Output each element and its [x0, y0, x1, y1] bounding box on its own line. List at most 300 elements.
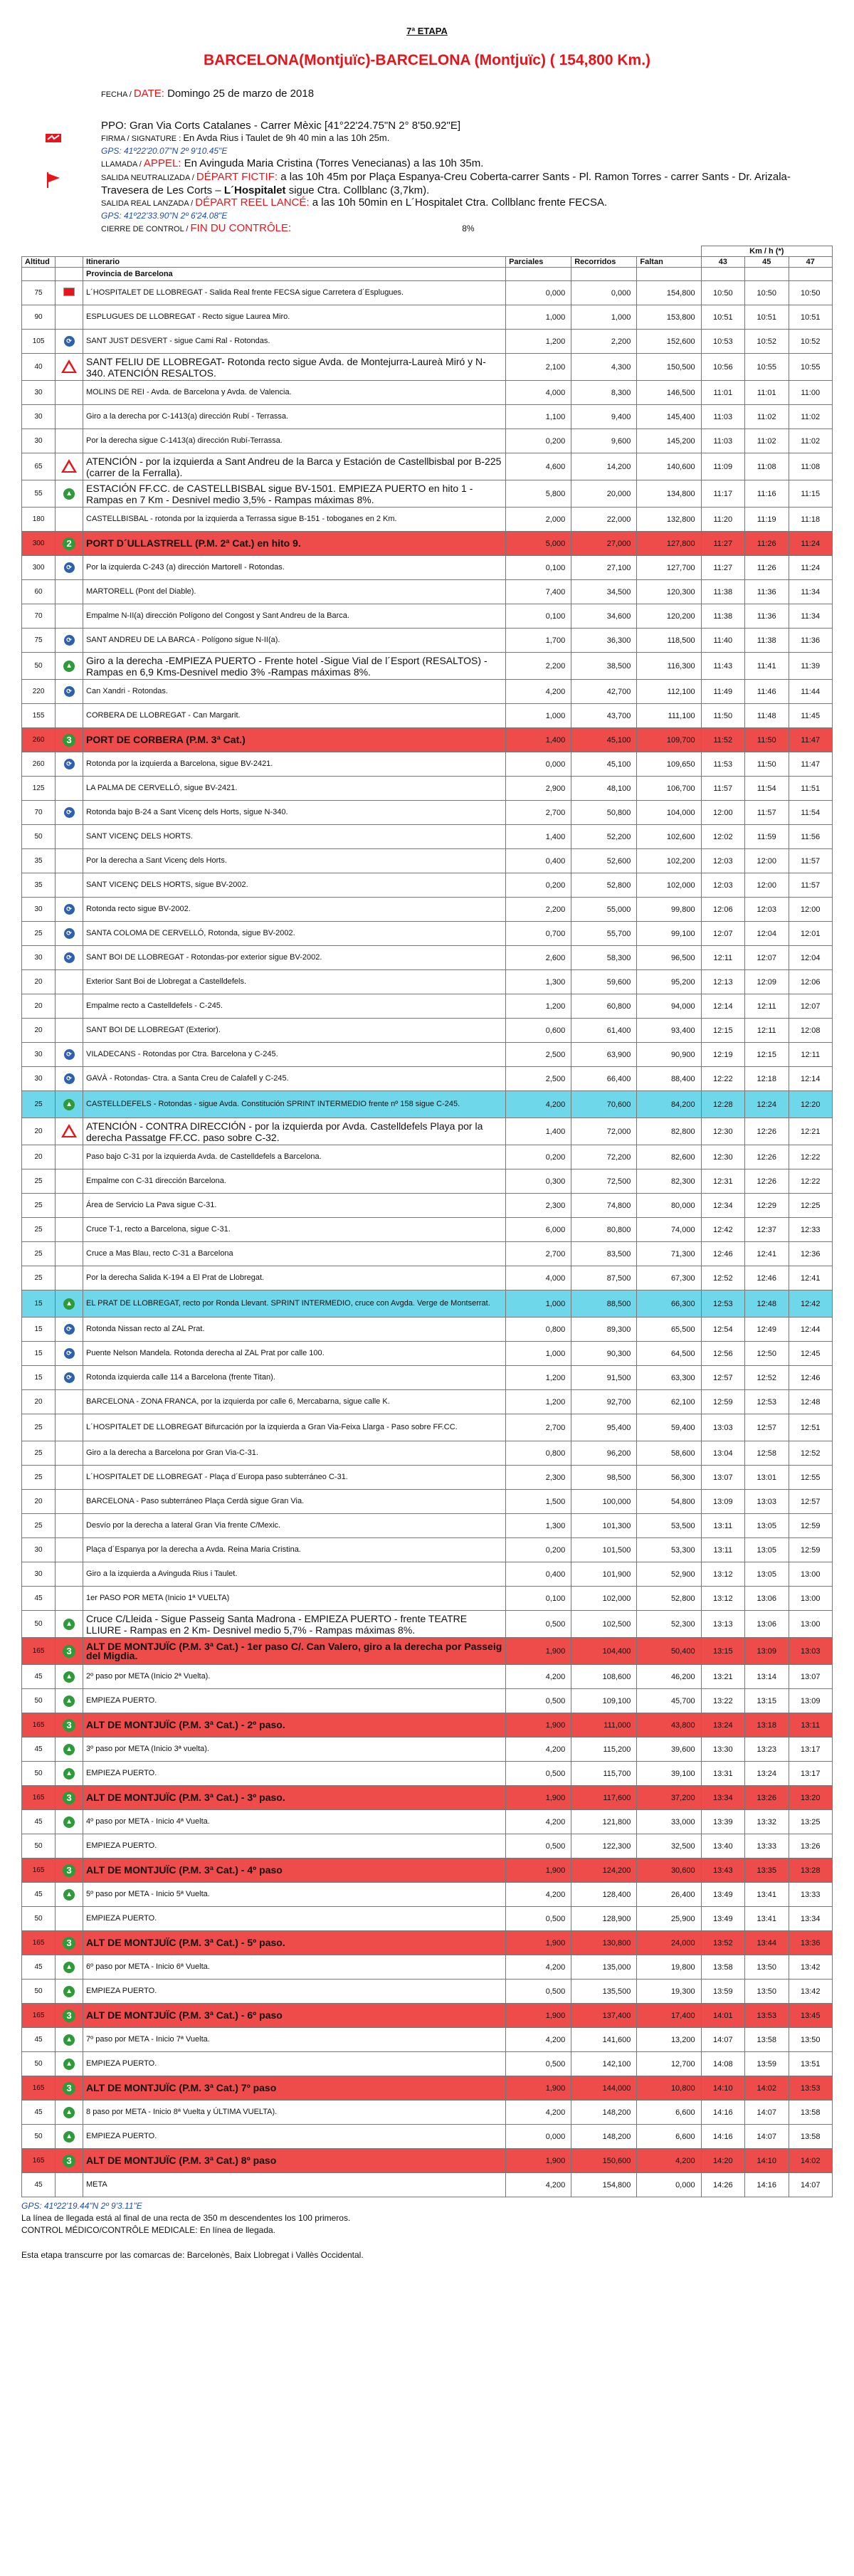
icon-cell	[56, 556, 83, 580]
time-45-cell: 12:18	[745, 1067, 789, 1091]
icon-cell	[56, 1931, 83, 1955]
partial-km-cell: 0,200	[506, 1538, 571, 1562]
covered-km-cell: 9,400	[571, 405, 637, 429]
altitude-cell: 300	[22, 556, 56, 580]
time-47-cell: 11:15	[789, 480, 833, 508]
table-row	[22, 728, 833, 752]
time-47-cell: 13:20	[789, 1786, 833, 1810]
time-47-cell: 13:58	[789, 2125, 833, 2149]
time-45-cell: 10:52	[745, 330, 789, 354]
altitude-cell: 35	[22, 849, 56, 873]
time-45-cell: 13:05	[745, 1562, 789, 1587]
table-row	[22, 2004, 833, 2028]
covered-km-cell: 70,600	[571, 1091, 637, 1118]
remaining-km-cell: 82,600	[637, 1145, 701, 1169]
covered-km-cell: 4,300	[571, 354, 637, 381]
time-47-cell: 10:55	[789, 354, 833, 381]
partial-km-cell: 0,000	[506, 2125, 571, 2149]
time-43-cell: 11:38	[701, 604, 744, 629]
icon-cell	[56, 680, 83, 704]
time-47-cell: 11:24	[789, 556, 833, 580]
lanzada-row	[101, 196, 833, 210]
time-43-cell: 11:20	[701, 508, 744, 532]
date-label-fr: DATE:	[133, 88, 164, 100]
covered-km-cell: 91,500	[571, 1366, 637, 1390]
firma-label: FIRMA / SIGNATURE :	[101, 135, 184, 143]
covered-km-cell: 121,800	[571, 1810, 637, 1834]
time-47-cell: 11:08	[789, 453, 833, 480]
time-45-cell: 11:50	[745, 752, 789, 777]
partial-km-cell: 0,800	[506, 1441, 571, 1466]
category-3-icon: 3	[63, 2009, 75, 2022]
time-47-cell: 12:44	[789, 1318, 833, 1342]
covered-km-cell: 59,600	[571, 970, 637, 994]
climb-start-icon: ▲	[63, 488, 75, 500]
time-43-cell: 12:28	[701, 1091, 744, 1118]
time-43-cell: 13:43	[701, 1859, 744, 1883]
climb-start-icon: ▲	[63, 661, 75, 672]
time-43-cell: 11:43	[701, 653, 744, 680]
altitude-cell: 165	[22, 1713, 56, 1738]
table-row	[22, 1859, 833, 1883]
partial-km-cell: 1,900	[506, 1931, 571, 1955]
itinerary-cell: ATENCIÓN - CONTRA DIRECCIÓN - por la izquierda por Avda. Castelldefels Playa por la derecha Passatge FF.CC. paso sobre C-32.	[83, 1118, 506, 1145]
covered-km-cell: 72,200	[571, 1145, 637, 1169]
table-row	[22, 1665, 833, 1689]
roundabout-icon: ⟳	[64, 562, 75, 573]
icon-cell	[56, 1194, 83, 1218]
itinerary-cell: CASTELLDEFELS - Rotondas - sigue Avda. Constitución SPRINT INTERMEDIO frente nº 158 sigue C-245.	[83, 1091, 506, 1118]
covered-km-cell: 92,700	[571, 1390, 637, 1414]
altitude-cell: 60	[22, 580, 56, 604]
icon-cell	[56, 1810, 83, 1834]
covered-km-cell: 45,100	[571, 752, 637, 777]
itinerary-cell: EL PRAT DE LLOBREGAT, recto por Ronda Llevant. SPRINT INTERMEDIO, cruce con Avgda. Verge de Montserrat.	[83, 1290, 506, 1318]
climb-start-icon: ▲	[63, 1986, 75, 1997]
time-43-cell: 10:53	[701, 330, 744, 354]
partial-km-cell: 4,200	[506, 680, 571, 704]
covered-km-cell: 115,700	[571, 1762, 637, 1786]
time-43-cell: 13:40	[701, 1834, 744, 1859]
covered-km-cell: 14,200	[571, 453, 637, 480]
remaining-km-cell: 145,200	[637, 429, 701, 453]
time-47-cell: 12:06	[789, 970, 833, 994]
icon-cell	[56, 752, 83, 777]
time-47-cell: 12:22	[789, 1169, 833, 1194]
time-47-cell: 12:20	[789, 1091, 833, 1118]
icon-cell	[56, 1587, 83, 1611]
ppo-line: PPO: Gran Via Corts Catalanes - Carrer Mèxic [41°22'24.75"N 2° 8'50.92"E]	[101, 120, 460, 132]
table-row	[22, 1466, 833, 1490]
time-47-cell: 13:45	[789, 2004, 833, 2028]
remaining-km-cell: 140,600	[637, 453, 701, 480]
covered-km-cell: 137,400	[571, 2004, 637, 2028]
climb-start-icon: ▲	[63, 2034, 75, 2046]
remaining-km-cell: 59,400	[637, 1414, 701, 1441]
partial-km-cell: 0,500	[506, 1907, 571, 1931]
altitude-cell: 20	[22, 1019, 56, 1043]
partial-km-cell: 4,000	[506, 1266, 571, 1290]
time-43-cell: 12:02	[701, 825, 744, 849]
remaining-km-cell: 65,500	[637, 1318, 701, 1342]
partial-km-cell: 0,500	[506, 1689, 571, 1713]
table-row	[22, 922, 833, 946]
time-43-cell: 10:50	[701, 281, 744, 305]
time-47-cell: 12:42	[789, 1290, 833, 1318]
time-43-cell: 12:30	[701, 1118, 744, 1145]
altitude-cell: 30	[22, 1538, 56, 1562]
time-45-cell: 13:18	[745, 1713, 789, 1738]
itinerary-cell: Área de Servicio La Pava sigue C-31.	[83, 1194, 506, 1218]
comarcas-note: Esta etapa transcurre por las comarcas de: Barcelonès, Baix Llobregat i Vallès Occidental.	[21, 2250, 364, 2260]
icon-cell	[56, 1514, 83, 1538]
covered-km-cell: 102,500	[571, 1611, 637, 1638]
covered-km-cell: 148,200	[571, 2101, 637, 2125]
icon-cell	[56, 508, 83, 532]
partial-km-cell: 0,600	[506, 1019, 571, 1043]
itinerary-cell: 2º paso por META (Inicio 2ª Vuelta).	[83, 1665, 506, 1689]
covered-km-cell: 38,500	[571, 653, 637, 680]
altitude-cell: 25	[22, 1514, 56, 1538]
altitude-cell: 45	[22, 1955, 56, 1980]
partial-km-cell: 1,500	[506, 1490, 571, 1514]
partial-km-cell: 1,300	[506, 970, 571, 994]
icon-cell	[56, 2125, 83, 2149]
time-43-cell: 14:16	[701, 2101, 744, 2125]
remaining-km-cell: 116,300	[637, 653, 701, 680]
icon-cell	[56, 1538, 83, 1562]
partial-km-cell: 4,200	[506, 1091, 571, 1118]
icon-cell	[56, 281, 83, 305]
remaining-km-cell: 63,300	[637, 1366, 701, 1390]
date-value: Domingo 25 de marzo de 2018	[164, 88, 315, 100]
remaining-km-cell: 50,400	[637, 1638, 701, 1665]
table-row	[22, 1980, 833, 2004]
itinerary-body	[22, 281, 833, 2197]
time-47-cell: 11:45	[789, 704, 833, 728]
itinerary-cell: EMPIEZA PUERTO.	[83, 2125, 506, 2149]
altitude-cell: 70	[22, 604, 56, 629]
time-47-cell: 11:39	[789, 653, 833, 680]
partial-km-cell: 1,900	[506, 1786, 571, 1810]
table-row	[22, 1834, 833, 1859]
roundabout-icon: ⟳	[64, 1348, 75, 1359]
time-47-cell: 12:55	[789, 1466, 833, 1490]
covered-km-cell: 101,300	[571, 1514, 637, 1538]
time-43-cell: 12:19	[701, 1043, 744, 1067]
time-47-cell: 13:42	[789, 1980, 833, 2004]
covered-km-cell: 88,500	[571, 1290, 637, 1318]
table-row	[22, 1587, 833, 1611]
time-47-cell: 11:57	[789, 873, 833, 898]
time-47-cell: 13:07	[789, 1665, 833, 1689]
remaining-km-cell: 33,000	[637, 1810, 701, 1834]
icon-cell	[56, 1786, 83, 1810]
table-row	[22, 2173, 833, 2197]
col-speed-47: 47	[789, 257, 833, 268]
altitude-cell: 20	[22, 970, 56, 994]
icon-cell	[56, 1859, 83, 1883]
table-row	[22, 508, 833, 532]
time-43-cell: 11:03	[701, 429, 744, 453]
sprint-icon: ▲	[63, 1298, 75, 1310]
remaining-km-cell: 99,800	[637, 898, 701, 922]
itinerary-cell: SANT BOI DE LLOBREGAT - Rotondas-por exterior sigue BV-2002.	[83, 946, 506, 970]
time-43-cell: 12:46	[701, 1242, 744, 1266]
time-47-cell: 11:36	[789, 629, 833, 653]
category-3-icon: 3	[63, 1792, 75, 1804]
header-row	[22, 257, 833, 268]
itinerary-cell: Desvío por la derecha a lateral Gran Via frente C/Mexic.	[83, 1514, 506, 1538]
covered-km-cell: 55,000	[571, 898, 637, 922]
altitude-cell: 20	[22, 1145, 56, 1169]
partial-km-cell: 0,200	[506, 1145, 571, 1169]
table-row	[22, 2076, 833, 2101]
remaining-km-cell: 6,600	[637, 2125, 701, 2149]
altitude-cell: 15	[22, 1290, 56, 1318]
time-45-cell: 13:41	[745, 1907, 789, 1931]
table-row	[22, 1762, 833, 1786]
icon-cell	[56, 330, 83, 354]
remaining-km-cell: 53,300	[637, 1538, 701, 1562]
time-43-cell: 13:21	[701, 1665, 744, 1689]
time-45-cell: 11:01	[745, 381, 789, 405]
icon-cell	[56, 480, 83, 508]
neutral-value2: sigue Ctra. Collblanc (3,7km).	[285, 184, 430, 196]
altitude-cell: 50	[22, 1980, 56, 2004]
covered-km-cell: 34,600	[571, 604, 637, 629]
table-row	[22, 1786, 833, 1810]
covered-km-cell: 130,800	[571, 1931, 637, 1955]
icon-cell	[56, 2149, 83, 2173]
table-row	[22, 946, 833, 970]
remaining-km-cell: 46,200	[637, 1665, 701, 1689]
partial-km-cell: 0,800	[506, 1318, 571, 1342]
time-45-cell: 12:50	[745, 1342, 789, 1366]
altitude-cell: 25	[22, 922, 56, 946]
covered-km-cell: 83,500	[571, 1242, 637, 1266]
table-row	[22, 653, 833, 680]
partial-km-cell: 2,500	[506, 1067, 571, 1091]
time-43-cell: 13:11	[701, 1514, 744, 1538]
altitude-cell: 70	[22, 801, 56, 825]
time-45-cell: 12:03	[745, 898, 789, 922]
altitude-cell: 25	[22, 1441, 56, 1466]
partial-km-cell: 0,500	[506, 2052, 571, 2076]
icon-cell	[56, 849, 83, 873]
covered-km-cell: 66,400	[571, 1067, 637, 1091]
partial-km-cell: 1,900	[506, 1638, 571, 1665]
itinerary-cell: EMPIEZA PUERTO.	[83, 1762, 506, 1786]
itinerary-cell: L´HOSPITALET DE LLOBREGAT - Plaça d´Europa paso subterráneo C-31.	[83, 1466, 506, 1490]
remaining-km-cell: 106,700	[637, 777, 701, 801]
icon-cell	[56, 1834, 83, 1859]
altitude-cell: 30	[22, 1562, 56, 1587]
itinerary-cell: Por la derecha sigue C-1413(a) dirección Rubí-Terrassa.	[83, 429, 506, 453]
remaining-km-cell: 104,000	[637, 801, 701, 825]
remaining-km-cell: 0,000	[637, 2173, 701, 2197]
remaining-km-cell: 82,800	[637, 1118, 701, 1145]
time-43-cell: 11:27	[701, 532, 744, 556]
time-45-cell: 11:19	[745, 508, 789, 532]
icon-cell	[56, 1738, 83, 1762]
time-45-cell: 12:46	[745, 1266, 789, 1290]
time-43-cell: 12:03	[701, 849, 744, 873]
time-47-cell: 12:57	[789, 1490, 833, 1514]
altitude-cell: 15	[22, 1318, 56, 1342]
province-label: Provincia de Barcelona	[83, 268, 506, 281]
partial-km-cell: 0,500	[506, 1762, 571, 1786]
time-43-cell: 14:16	[701, 2125, 744, 2149]
covered-km-cell: 61,400	[571, 1019, 637, 1043]
table-row	[22, 1955, 833, 1980]
time-47-cell: 11:24	[789, 532, 833, 556]
col-parciales: Parciales	[506, 257, 571, 268]
altitude-cell: 15	[22, 1342, 56, 1366]
itinerary-cell: Can Xandri - Rotondas.	[83, 680, 506, 704]
partial-km-cell: 5,000	[506, 532, 571, 556]
time-43-cell: 13:24	[701, 1713, 744, 1738]
itinerary-cell: ALT DE MONTJUÏC (P.M. 3ª Cat.) 7º paso	[83, 2076, 506, 2101]
itinerary-cell: L´HOSPITALET DE LLOBREGAT - Salida Real frente FECSA sigue Carretera d´Esplugues.	[83, 281, 506, 305]
itinerary-cell: SANT BOI DE LLOBREGAT (Exterior).	[83, 1019, 506, 1043]
remaining-km-cell: 37,200	[637, 1786, 701, 1810]
time-47-cell: 11:47	[789, 728, 833, 752]
altitude-cell: 50	[22, 2052, 56, 2076]
icon-cell	[56, 2076, 83, 2101]
time-45-cell: 14:07	[745, 2125, 789, 2149]
partial-km-cell: 1,900	[506, 2149, 571, 2173]
icon-cell	[56, 873, 83, 898]
remaining-km-cell: 109,700	[637, 728, 701, 752]
time-43-cell: 11:50	[701, 704, 744, 728]
table-row	[22, 825, 833, 849]
altitude-cell: 30	[22, 946, 56, 970]
itinerary-cell: MARTORELL (Pont del Diable).	[83, 580, 506, 604]
time-47-cell: 13:17	[789, 1738, 833, 1762]
table-row	[22, 704, 833, 728]
time-47-cell: 12:51	[789, 1414, 833, 1441]
altitude-cell: 75	[22, 629, 56, 653]
partial-km-cell: 1,300	[506, 1514, 571, 1538]
altitude-cell: 30	[22, 405, 56, 429]
icon-cell	[56, 354, 83, 381]
remaining-km-cell: 153,800	[637, 305, 701, 330]
table-row	[22, 849, 833, 873]
time-45-cell: 11:41	[745, 653, 789, 680]
time-43-cell: 12:42	[701, 1218, 744, 1242]
covered-km-cell: 50,800	[571, 801, 637, 825]
icon-cell	[56, 1665, 83, 1689]
covered-km-cell: 128,400	[571, 1883, 637, 1907]
icon-cell	[56, 1907, 83, 1931]
time-45-cell: 13:50	[745, 1955, 789, 1980]
itinerary-cell: ALT DE MONTJUÏC (P.M. 3ª Cat.) - 1er paso C/. Can Valero, giro a la derecha por Passeig del Migdia.	[83, 1638, 506, 1665]
partial-km-cell: 1,900	[506, 2004, 571, 2028]
remaining-km-cell: 52,900	[637, 1562, 701, 1587]
cierre-label-fr: FIN DU CONTRÔLE:	[190, 222, 292, 234]
time-43-cell: 13:39	[701, 1810, 744, 1834]
time-43-cell: 12:00	[701, 801, 744, 825]
altitude-cell: 165	[22, 1931, 56, 1955]
stage-info	[101, 88, 833, 236]
remaining-km-cell: 134,800	[637, 480, 701, 508]
partial-km-cell: 1,900	[506, 1859, 571, 1883]
remaining-km-cell: 52,800	[637, 1587, 701, 1611]
icon-cell	[56, 1242, 83, 1266]
lanzada-label: SALIDA REAL LANZADA /	[101, 199, 196, 208]
time-47-cell: 12:11	[789, 1043, 833, 1067]
remaining-km-cell: 6,600	[637, 2101, 701, 2125]
remaining-km-cell: 127,700	[637, 556, 701, 580]
neutral-value: a las 10h 45m por Plaça Espanya-Creu Coberta-carrer Sants - Pl. Ramon Torres - carrer Sants - Dr. Arizala-Travesera de Les Corts –	[101, 171, 791, 196]
icon-cell	[56, 453, 83, 480]
altitude-cell: 30	[22, 381, 56, 405]
remaining-km-cell: 152,600	[637, 330, 701, 354]
category-3-icon: 3	[63, 1719, 75, 1732]
time-45-cell: 11:26	[745, 532, 789, 556]
col-recorridos: Recorridos	[571, 257, 637, 268]
roundabout-icon: ⟳	[64, 1049, 75, 1060]
remaining-km-cell: 4,200	[637, 2149, 701, 2173]
altitude-cell: 20	[22, 1118, 56, 1145]
partial-km-cell: 5,800	[506, 480, 571, 508]
time-47-cell: 11:02	[789, 429, 833, 453]
time-43-cell: 12:56	[701, 1342, 744, 1366]
time-43-cell: 12:54	[701, 1318, 744, 1342]
covered-km-cell: 111,000	[571, 1713, 637, 1738]
lanzada-label-fr: DÉPART REEL LANCÉ:	[195, 196, 310, 209]
table-row	[22, 2101, 833, 2125]
covered-km-cell: 60,800	[571, 994, 637, 1019]
altitude-cell: 125	[22, 777, 56, 801]
time-45-cell: 13:06	[745, 1587, 789, 1611]
icon-cell	[56, 1091, 83, 1118]
icon-cell	[56, 825, 83, 849]
roundabout-icon: ⟳	[64, 1324, 75, 1335]
icon-cell	[56, 1490, 83, 1514]
climb-start-icon: ▲	[63, 1671, 75, 1683]
partial-km-cell: 1,200	[506, 1390, 571, 1414]
table-row	[22, 1638, 833, 1665]
table-row	[22, 873, 833, 898]
col-faltan: Faltan	[637, 257, 701, 268]
altitude-cell: 165	[22, 2004, 56, 2028]
time-47-cell: 13:03	[789, 1638, 833, 1665]
roundabout-icon: ⟳	[64, 759, 75, 769]
time-43-cell: 13:59	[701, 1980, 744, 2004]
itinerary-cell: SANTA COLOMA DE CERVELLÓ, Rotonda, sigue BV-2002.	[83, 922, 506, 946]
time-43-cell: 13:13	[701, 1611, 744, 1638]
itinerary-cell: ALT DE MONTJUÏC (P.M. 3ª Cat.) - 3º paso.	[83, 1786, 506, 1810]
time-45-cell: 13:33	[745, 1834, 789, 1859]
time-45-cell: 12:58	[745, 1441, 789, 1466]
climb-start-icon: ▲	[63, 1889, 75, 1901]
time-43-cell: 12:52	[701, 1266, 744, 1290]
icon-cell	[56, 405, 83, 429]
signature-icon	[46, 133, 61, 145]
time-47-cell: 13:36	[789, 1931, 833, 1955]
icon-cell	[56, 1762, 83, 1786]
time-43-cell: 12:03	[701, 873, 744, 898]
time-47-cell: 13:17	[789, 1762, 833, 1786]
time-43-cell: 13:22	[701, 1689, 744, 1713]
start-flag-icon	[46, 172, 63, 191]
warning-icon	[61, 1124, 77, 1137]
covered-km-cell: 0,000	[571, 281, 637, 305]
altitude-cell: 165	[22, 2076, 56, 2101]
footer	[21, 2200, 833, 2261]
